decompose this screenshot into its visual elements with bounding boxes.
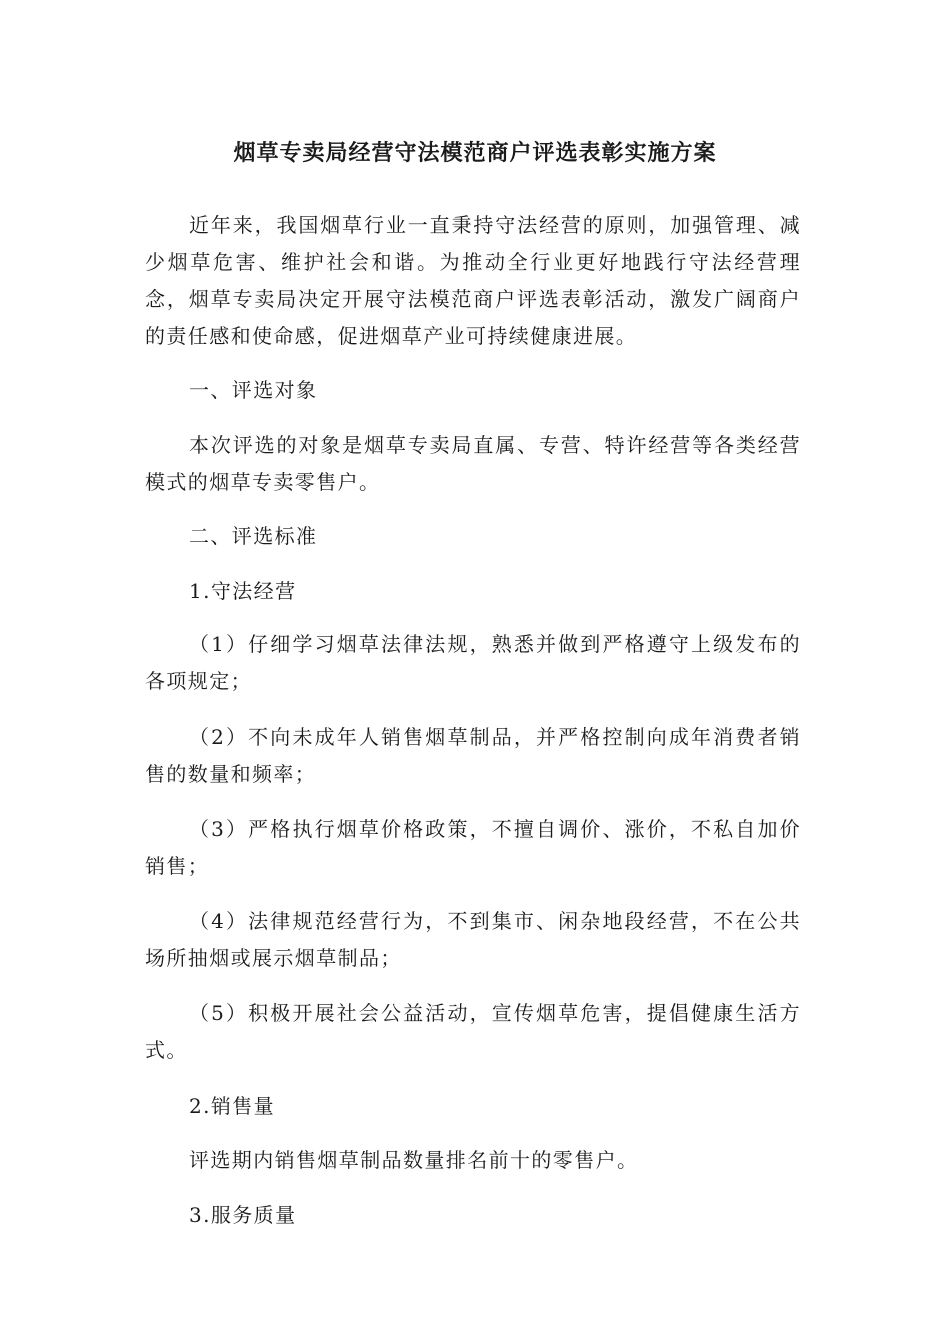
intro-paragraph: 近年来，我国烟草行业一直秉持守法经营的原则，加强管理、减少烟草危害、维护社会和谐。为推动全行业更好地践行守法经营理念，烟草专卖局决定开展守法模范商户评选表彰活动，激发广阔商户的责任感和使命感，促进烟草产业可持续健康进展。 bbox=[145, 213, 801, 348]
criteria-item-5: （5）积极开展社会公益活动，宣传烟草危害，提倡健康生活方式。 bbox=[145, 1001, 801, 1062]
subheading-service-quality: 3.服务质量 bbox=[189, 1203, 297, 1227]
subheading-sales-volume: 2.销售量 bbox=[189, 1094, 276, 1118]
sales-volume-paragraph: 评选期内销售烟草制品数量排名前十的零售户。 bbox=[189, 1148, 639, 1172]
criteria-item-1: （1）仔细学习烟草法律法规，熟悉并做到严格遵守上级发布的各项规定； bbox=[145, 632, 801, 693]
section-heading-evaluation-criteria: 二、评选标准 bbox=[189, 524, 318, 548]
section-heading-evaluation-target: 一、评选对象 bbox=[189, 378, 318, 402]
document-title: 烟草专卖局经营守法模范商户评选表彰实施方案 bbox=[233, 141, 717, 166]
criteria-item-2: （2）不向未成年人销售烟草制品，并严格控制向成年消费者销售的数量和频率； bbox=[145, 725, 801, 786]
subheading-lawful-operation: 1.守法经营 bbox=[189, 579, 297, 603]
criteria-item-4: （4）法律规范经营行为，不到集市、闲杂地段经营，不在公共场所抽烟或展示烟草制品； bbox=[145, 909, 801, 970]
evaluation-target-paragraph: 本次评选的对象是烟草专卖局直属、专营、特许经营等各类经营模式的烟草专卖零售户。 bbox=[145, 433, 801, 494]
criteria-item-3: （3）严格执行烟草价格政策，不擅自调价、涨价，不私自加价销售； bbox=[145, 817, 801, 878]
